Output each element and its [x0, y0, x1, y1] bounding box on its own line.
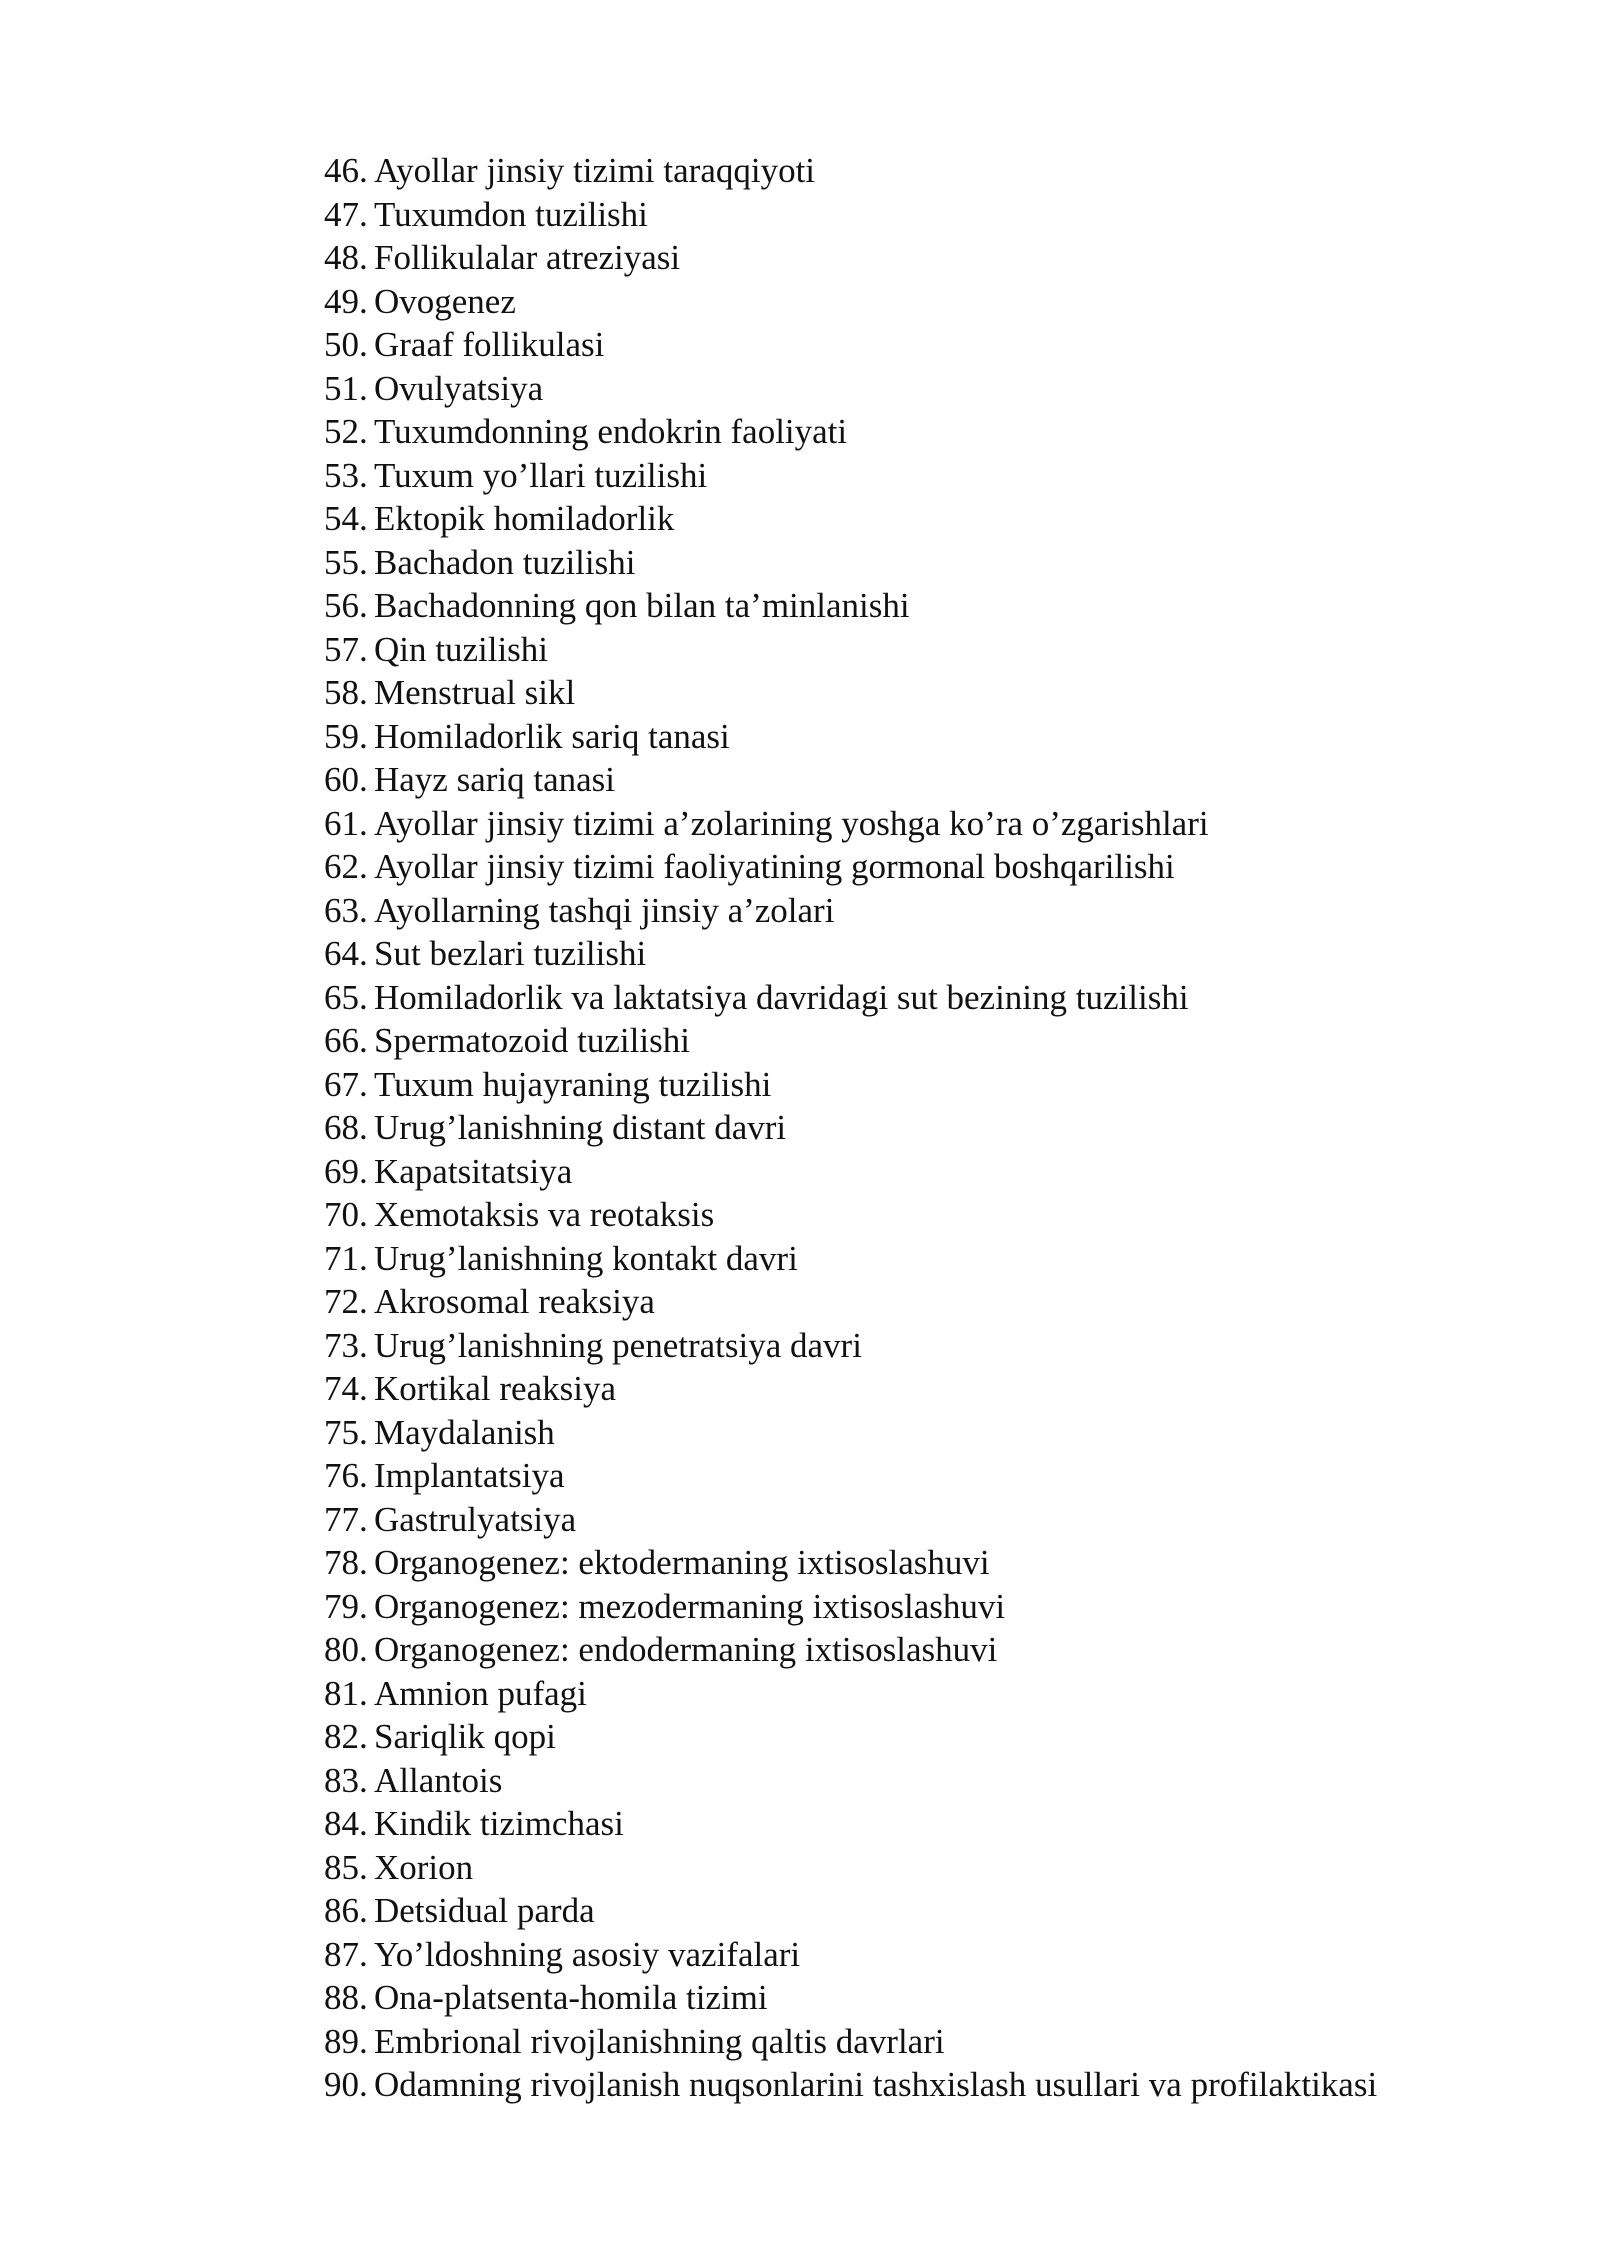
item-text: Kortikal reaksiya	[374, 1369, 616, 1408]
item-number: 70.	[324, 1195, 368, 1234]
item-text: Organogenez: endodermaning ixtisoslashuvi	[374, 1630, 998, 1669]
item-number: 79.	[324, 1586, 368, 1626]
item-number: 66.	[324, 1021, 368, 1060]
item-number: 52.	[324, 412, 368, 451]
list-item	[324, 1324, 1377, 1368]
list-item	[324, 410, 1377, 454]
item-number: 84.	[324, 1804, 368, 1843]
list-item	[324, 1715, 1377, 1759]
list-item	[324, 1454, 1377, 1498]
list-item	[324, 1150, 1377, 1194]
item-number: 51.	[324, 368, 368, 408]
item-number: 76.	[324, 1456, 368, 1495]
item-text: Sariqlik qopi	[374, 1717, 556, 1756]
list-item	[324, 2063, 1377, 2107]
item-text: Organogenez: mezodermaning ixtisoslashuvi	[374, 1586, 1006, 1626]
item-number: 68.	[324, 1108, 368, 1147]
item-text: Urug’lanishning kontakt davri	[374, 1238, 798, 1278]
item-text: Homiladorlik sariq tanasi	[374, 716, 730, 756]
item-number: 71.	[324, 1238, 368, 1278]
item-number: 90.	[324, 2065, 368, 2104]
list-item	[324, 1367, 1377, 1411]
item-number: 50.	[324, 325, 368, 364]
list-item	[324, 1019, 1377, 1063]
list-item	[324, 367, 1377, 411]
list-item	[324, 1889, 1377, 1933]
item-number: 62.	[324, 847, 368, 886]
item-text: Gastrulyatsiya	[374, 1499, 577, 1539]
item-number: 67.	[324, 1064, 368, 1104]
list-item	[324, 541, 1377, 585]
item-number: 64.	[324, 934, 368, 973]
list-item	[324, 280, 1377, 324]
item-text: Ayollarning tashqi jinsiy a’zolari	[374, 890, 835, 930]
item-text: Odamning rivojlanish nuqsonlarini tashxislash usullari va profilaktikasi	[374, 2065, 1378, 2104]
item-text: Sut bezlari tuzilishi	[374, 934, 647, 973]
item-number: 87.	[324, 1934, 368, 1974]
item-text: Kindik tizimchasi	[374, 1804, 624, 1843]
list-item	[324, 1802, 1377, 1846]
item-text: Ektopik homiladorlik	[374, 499, 675, 538]
item-number: 60.	[324, 760, 368, 799]
list-item	[324, 497, 1377, 541]
list-item	[324, 1585, 1377, 1629]
item-number: 81.	[324, 1673, 368, 1713]
item-text: Qin tuzilishi	[374, 629, 549, 669]
item-text: Spermatozoid tuzilishi	[374, 1021, 690, 1060]
item-number: 48.	[324, 238, 368, 277]
item-text: Detsidual parda	[374, 1891, 595, 1930]
list-item	[324, 2020, 1377, 2064]
list-item	[324, 932, 1377, 976]
item-text: Tuxum hujayraning tuzilishi	[374, 1064, 772, 1104]
item-text: Ayollar jinsiy tizimi faoliyatining gormonal boshqarilishi	[374, 847, 1175, 886]
item-text: Homiladorlik va laktatsiya davridagi sut bezining tuzilishi	[374, 977, 1189, 1017]
item-number: 54.	[324, 499, 368, 538]
list-item	[324, 1106, 1377, 1150]
list-item	[324, 1280, 1377, 1324]
item-text: Ovulyatsiya	[374, 368, 544, 408]
item-number: 53.	[324, 455, 368, 495]
list-item	[324, 889, 1377, 933]
item-number: 75.	[324, 1412, 368, 1452]
item-text: Hayz sariq tanasi	[374, 760, 616, 799]
list-item	[324, 671, 1377, 715]
list-item	[324, 1063, 1377, 1107]
item-text: Organogenez: ektodermaning ixtisoslashuvi	[374, 1543, 990, 1582]
item-number: 58.	[324, 673, 368, 712]
topic-list	[324, 149, 1377, 2107]
item-text: Ayollar jinsiy tizimi taraqqiyoti	[374, 151, 816, 190]
item-number: 46.	[324, 151, 368, 190]
list-item	[324, 715, 1377, 759]
item-number: 85.	[324, 1847, 368, 1887]
item-text: Follikulalar atreziyasi	[374, 238, 681, 277]
item-number: 74.	[324, 1369, 368, 1408]
item-text: Akrosomal reaksiya	[374, 1282, 655, 1321]
item-text: Tuxumdonning endokrin faoliyati	[374, 412, 848, 451]
item-text: Amnion pufagi	[374, 1673, 587, 1713]
item-text: Embrional rivojlanishning qaltis davrlari	[374, 2021, 945, 2061]
list-item	[324, 1541, 1377, 1585]
item-number: 72.	[324, 1282, 368, 1321]
item-number: 78.	[324, 1543, 368, 1582]
list-item	[324, 323, 1377, 367]
item-number: 77.	[324, 1499, 368, 1539]
item-text: Allantois	[374, 1760, 503, 1800]
list-item	[324, 1628, 1377, 1672]
item-number: 55.	[324, 542, 368, 582]
item-number: 80.	[324, 1630, 368, 1669]
list-item	[324, 845, 1377, 889]
item-text: Kapatsitatsiya	[374, 1151, 573, 1191]
list-item	[324, 454, 1377, 498]
item-text: Xorion	[374, 1847, 474, 1887]
item-text: Implantatsiya	[374, 1456, 565, 1495]
item-text: Yo’ldoshning asosiy vazifalari	[374, 1934, 801, 1974]
item-number: 89.	[324, 2021, 368, 2061]
list-item	[324, 584, 1377, 628]
item-text: Menstrual sikl	[374, 673, 576, 712]
list-item	[324, 193, 1377, 237]
item-number: 56.	[324, 586, 368, 625]
item-number: 73.	[324, 1325, 368, 1365]
list-item	[324, 1411, 1377, 1455]
item-text: Urug’lanishning penetratsiya davri	[374, 1325, 862, 1365]
item-text: Bachadon tuzilishi	[374, 542, 636, 582]
item-number: 49.	[324, 281, 368, 321]
item-text: Graaf follikulasi	[374, 325, 605, 364]
item-number: 63.	[324, 890, 368, 930]
item-number: 61.	[324, 803, 368, 843]
item-number: 57.	[324, 629, 368, 669]
list-item	[324, 1933, 1377, 1977]
list-item	[324, 1976, 1377, 2020]
list-item	[324, 628, 1377, 672]
item-number: 69.	[324, 1151, 368, 1191]
list-item	[324, 149, 1377, 193]
item-text: Urug’lanishning distant davri	[374, 1108, 787, 1147]
item-text: Ona-platsenta-homila tizimi	[374, 1978, 768, 2017]
item-number: 83.	[324, 1760, 368, 1800]
item-number: 88.	[324, 1978, 368, 2017]
item-number: 65.	[324, 977, 368, 1017]
item-text: Bachadonning qon bilan ta’minlanishi	[374, 586, 910, 625]
item-text: Ovogenez	[374, 281, 516, 321]
list-item	[324, 236, 1377, 280]
item-text: Maydalanish	[374, 1412, 555, 1452]
list-item	[324, 1498, 1377, 1542]
item-text: Tuxum yo’llari tuzilishi	[374, 455, 708, 495]
item-number: 59.	[324, 716, 368, 756]
item-number: 82.	[324, 1717, 368, 1756]
list-item	[324, 976, 1377, 1020]
list-item	[324, 802, 1377, 846]
item-number: 86.	[324, 1891, 368, 1930]
list-item	[324, 1846, 1377, 1890]
list-item	[324, 1759, 1377, 1803]
list-item	[324, 1672, 1377, 1716]
list-item	[324, 758, 1377, 802]
item-number: 47.	[324, 194, 368, 234]
list-item	[324, 1193, 1377, 1237]
item-text: Tuxumdon tuzilishi	[374, 194, 648, 234]
item-text: Xemotaksis va reotaksis	[374, 1195, 715, 1234]
list-item	[324, 1237, 1377, 1281]
item-text: Ayollar jinsiy tizimi a’zolarining yoshga ko’ra o’zgarishlari	[374, 803, 1209, 843]
